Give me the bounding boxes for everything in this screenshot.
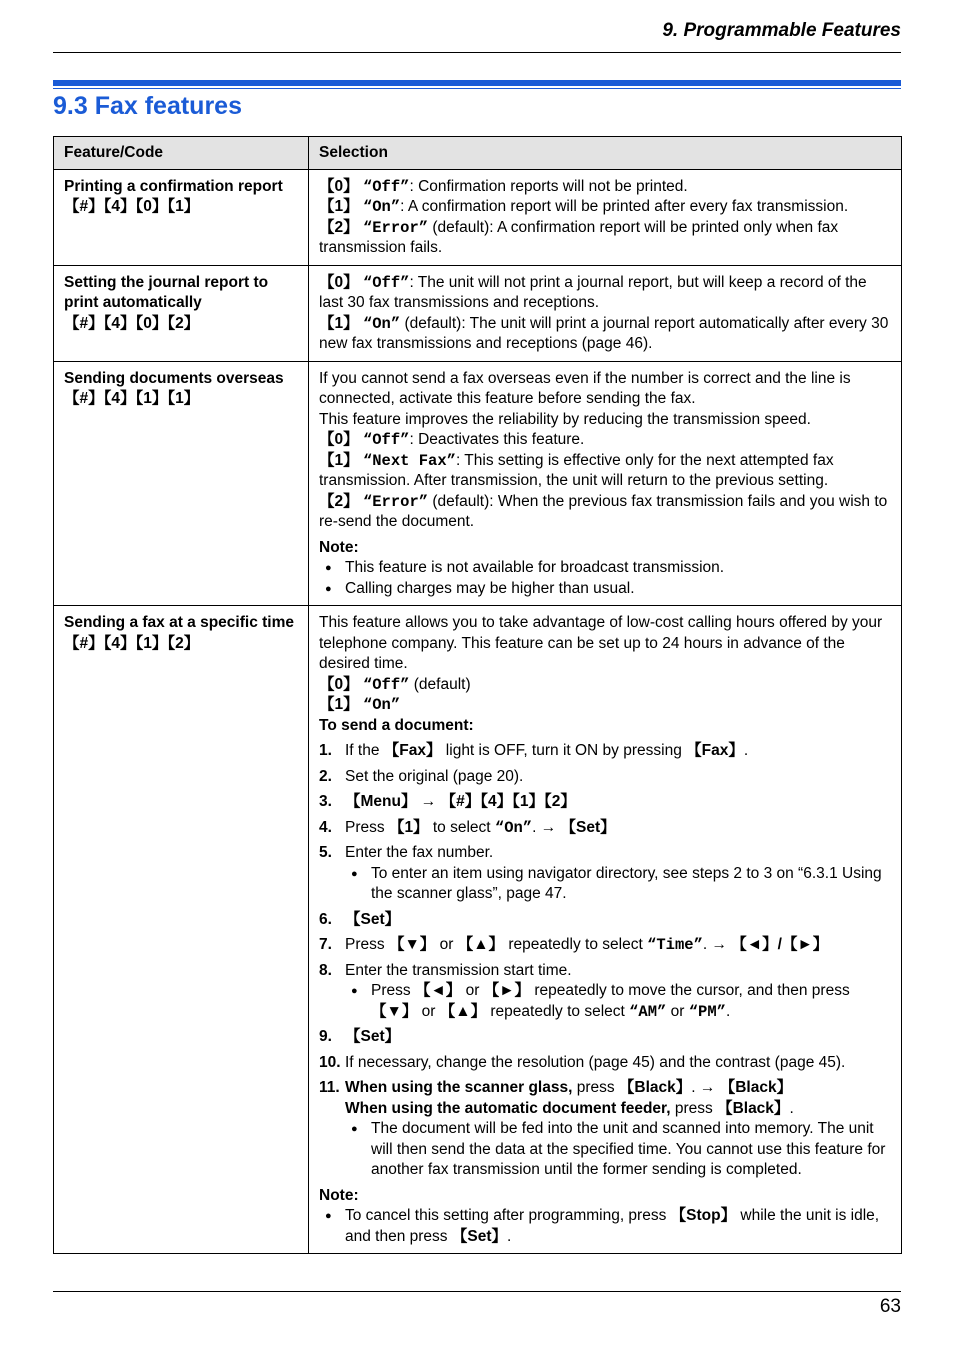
section-title: 9.3 Fax features	[53, 92, 242, 120]
step-number: 1.	[319, 742, 332, 759]
step-lead: When using the scanner glass,	[345, 1079, 573, 1096]
key-label: 【#】【4】【1】【2】	[440, 793, 576, 810]
footer-rule	[53, 1291, 901, 1292]
step-item	[319, 1027, 891, 1048]
feature-cell	[54, 169, 309, 265]
step-item	[319, 741, 891, 762]
key-label: 【1】	[388, 818, 429, 836]
bullet-text: Press	[371, 982, 415, 999]
key-label: 【1】	[319, 198, 359, 215]
key-label: 【►】	[483, 982, 531, 999]
selection-cell	[309, 265, 902, 361]
step-text: Press	[345, 818, 389, 836]
step-number: 2.	[319, 767, 332, 785]
step-text: or	[435, 936, 458, 953]
option-text: : A confirmation report will be printed after every fax transmission.	[400, 198, 849, 215]
key-label: 【◄】	[414, 982, 462, 999]
note-item: ● Calling charges may be higher than usual.	[319, 579, 891, 600]
key-label: 【1】	[319, 451, 359, 469]
step-number: 4.	[319, 818, 332, 836]
key-label: 【Set】	[345, 910, 401, 928]
step-text: Enter the fax number.	[345, 844, 494, 861]
note-text: To cancel this setting after programming, press	[345, 1207, 671, 1224]
key-label: 【1】	[319, 696, 359, 713]
step-number: 8.	[319, 961, 332, 979]
note-item	[319, 1206, 891, 1247]
steps-subhead: To send a document:	[319, 716, 474, 734]
option-value: “Off”	[362, 431, 410, 449]
step-text: .	[789, 1099, 794, 1117]
step-item	[319, 961, 891, 1023]
column-header-selection: Selection	[309, 137, 902, 170]
option-value: “PM”	[688, 1002, 726, 1021]
step-lead: When using the automatic document feeder,	[345, 1099, 671, 1117]
key-label: 【0】	[319, 273, 359, 291]
key-label: 【Black】	[719, 1079, 793, 1096]
step-number: 10.	[319, 1053, 341, 1071]
key-label: 【▼】	[388, 936, 436, 953]
option-value: “On”	[494, 818, 533, 837]
option-line	[319, 197, 891, 218]
feature-name: Sending documents overseas	[64, 369, 284, 387]
selection-cell	[309, 361, 902, 606]
step-text: repeatedly to select	[504, 936, 648, 953]
option-line	[319, 675, 891, 696]
key-label: 【Set】	[560, 818, 616, 836]
step-item	[319, 843, 891, 905]
option-text: (default): The unit will print a journal report automatically after every 30 new fax transmissions and receptions (page 46).	[319, 314, 889, 352]
option-line	[319, 314, 891, 355]
step-bullets	[345, 981, 891, 1022]
key-label: 【Fax】	[383, 742, 442, 759]
option-value: “Time”	[647, 936, 703, 954]
note-list	[319, 558, 891, 599]
step-item	[319, 935, 891, 956]
key-label: 【▲】	[439, 1002, 487, 1020]
option-line	[319, 492, 891, 533]
table-row	[54, 265, 902, 361]
intro-text: This feature improves the reliability by reducing the transmission speed.	[319, 410, 811, 428]
feature-code: 【#】【4】【1】【1】	[64, 390, 200, 407]
option-value: “On”	[362, 314, 401, 333]
bullet-text: repeatedly to select	[486, 1002, 630, 1020]
step-text: If the	[345, 742, 384, 759]
option-value: “Error”	[362, 492, 429, 511]
feature-cell	[54, 361, 309, 606]
feature-name: Printing a confirmation report	[64, 177, 283, 195]
option-value: “AM”	[629, 1002, 667, 1021]
feature-code: 【#】【4】【0】【1】	[64, 198, 200, 215]
key-label: 【◄】/【►】	[731, 936, 829, 953]
feature-name: Setting the journal report to print automatically	[64, 273, 269, 311]
option-line	[319, 430, 891, 451]
key-label: 【Menu】	[345, 793, 417, 810]
feature-table	[53, 136, 902, 1254]
feature-code: 【#】【4】【1】【2】	[64, 634, 200, 652]
note-text: .	[506, 1227, 512, 1245]
option-text: (default): When the previous fax transmission fails and you wish to re-send the document.	[319, 492, 888, 530]
option-line	[319, 273, 891, 314]
selection-cell	[309, 606, 902, 1254]
arrow-icon: →	[416, 793, 441, 810]
step-text: light is OFF, turn it ON by pressing	[441, 742, 687, 759]
key-label: 【0】	[319, 431, 359, 448]
step-number: 3.	[319, 793, 332, 810]
step-text: to select	[428, 818, 495, 836]
note-item: ● This feature is not available for broadcast transmission.	[319, 558, 891, 579]
selection-cell	[309, 169, 902, 265]
key-label: 【Black】	[618, 1079, 692, 1096]
column-header-feature: Feature/Code	[54, 137, 309, 170]
step-item	[319, 767, 891, 788]
option-value: “Off”	[362, 675, 410, 694]
key-label: 【▲】	[457, 936, 505, 953]
key-label: 【Stop】	[670, 1207, 737, 1224]
step-text: . →	[691, 1079, 720, 1096]
option-text: : Deactivates this feature.	[409, 431, 585, 448]
option-value: “Next Fax”	[362, 451, 456, 470]
option-value: “Off”	[362, 177, 410, 196]
section-rule	[53, 80, 901, 86]
step-number: 5.	[319, 844, 332, 861]
step-bullets	[345, 864, 891, 905]
bullet-text: or	[417, 1002, 440, 1020]
option-line	[319, 177, 891, 198]
note-list	[319, 1206, 891, 1247]
step-text: Set the original (page 20).	[345, 767, 524, 785]
step-text: . →	[702, 936, 732, 953]
bullet-text: or	[666, 1002, 689, 1020]
option-value: “Off”	[362, 273, 410, 292]
step-text: If necessary, change the resolution (page 45) and the contrast (page 45).	[345, 1053, 846, 1071]
step-item	[319, 1078, 891, 1181]
bullet-text: or	[461, 982, 484, 999]
step-number: 11.	[319, 1079, 340, 1096]
step-text: press	[670, 1099, 718, 1117]
key-label: 【2】	[319, 492, 359, 510]
step-item	[319, 910, 891, 931]
chapter-title: 9. Programmable Features	[662, 20, 901, 41]
step-number: 9.	[319, 1028, 332, 1045]
option-value: “On”	[362, 696, 401, 714]
note-label: Note:	[319, 538, 359, 556]
feature-code: 【#】【4】【0】【2】	[64, 314, 200, 332]
option-text: (default)	[409, 675, 471, 693]
step-text: press	[572, 1079, 619, 1096]
bullet-item	[345, 981, 891, 1022]
intro-text: If you cannot send a fax overseas even if the number is correct and the line is connected, activate this feature before sending the fax.	[319, 369, 851, 407]
step-text: .	[743, 742, 749, 759]
key-label: 【Black】	[717, 1099, 790, 1117]
step-number: 6.	[319, 910, 332, 928]
option-text: : This setting is effective only for the next attempted fax transmission. After transmission, the unit will return to the previous setting.	[319, 451, 834, 489]
key-label: 【Set】	[345, 1028, 401, 1045]
option-value: “Error”	[362, 218, 429, 237]
feature-cell	[54, 606, 309, 1254]
table-header-row	[54, 137, 902, 170]
step-item	[319, 1053, 891, 1074]
bullet-text: repeatedly to move the cursor, and then press	[530, 982, 850, 999]
bullet-item: ● To enter an item using navigator directory, see steps 2 to 3 on “6.3.1 Using the scanner glass”, page 47.	[345, 864, 891, 905]
option-line	[319, 451, 891, 492]
option-text: : The unit will not print a journal report, but will keep a record of the last 30 fax transmissions and receptions.	[319, 273, 867, 311]
section-rule-thin	[53, 88, 901, 89]
key-label: 【0】	[319, 675, 359, 693]
key-label: 【0】	[319, 177, 359, 195]
key-label: 【▼】	[371, 1002, 418, 1020]
step-text: Press	[345, 936, 389, 953]
note-text: while the unit is idle, and then press	[345, 1207, 880, 1245]
intro-text: This feature allows you to take advantage of low-cost calling hours offered by your telephone company. This feature can be set up to 24 hours in advance of the desired time.	[319, 614, 883, 672]
option-value: “On”	[362, 198, 401, 216]
option-line	[319, 695, 891, 716]
page-header	[53, 0, 901, 53]
key-label: 【Fax】	[686, 742, 744, 759]
bullet-text: .	[725, 1002, 731, 1020]
step-text: Enter the transmission start time.	[345, 961, 572, 979]
table-row	[54, 606, 902, 1254]
key-label: 【Set】	[451, 1227, 507, 1245]
bullet-item: ● The document will be fed into the unit and scanned into memory. The unit will then send the data at the specified time. You cannot use this feature for another fax transmission until the former sending is completed.	[345, 1119, 891, 1181]
step-number: 7.	[319, 936, 332, 953]
table-row	[54, 361, 902, 606]
option-text: (default): A confirmation report will be printed only when fax transmission fails.	[319, 218, 839, 256]
feature-name: Sending a fax at a specific time	[64, 614, 294, 631]
key-label: 【1】	[319, 314, 359, 332]
page-number: 63	[879, 1296, 901, 1317]
step-item	[319, 792, 891, 813]
step-text: . →	[532, 818, 561, 836]
key-label: 【2】	[319, 218, 359, 236]
feature-cell	[54, 265, 309, 361]
step-item	[319, 818, 891, 839]
table-row	[54, 169, 902, 265]
step-bullets	[345, 1119, 891, 1181]
note-label: Note:	[319, 1186, 359, 1204]
option-line	[319, 218, 891, 259]
step-list	[319, 741, 891, 1181]
option-text: : Confirmation reports will not be printed.	[409, 177, 688, 195]
